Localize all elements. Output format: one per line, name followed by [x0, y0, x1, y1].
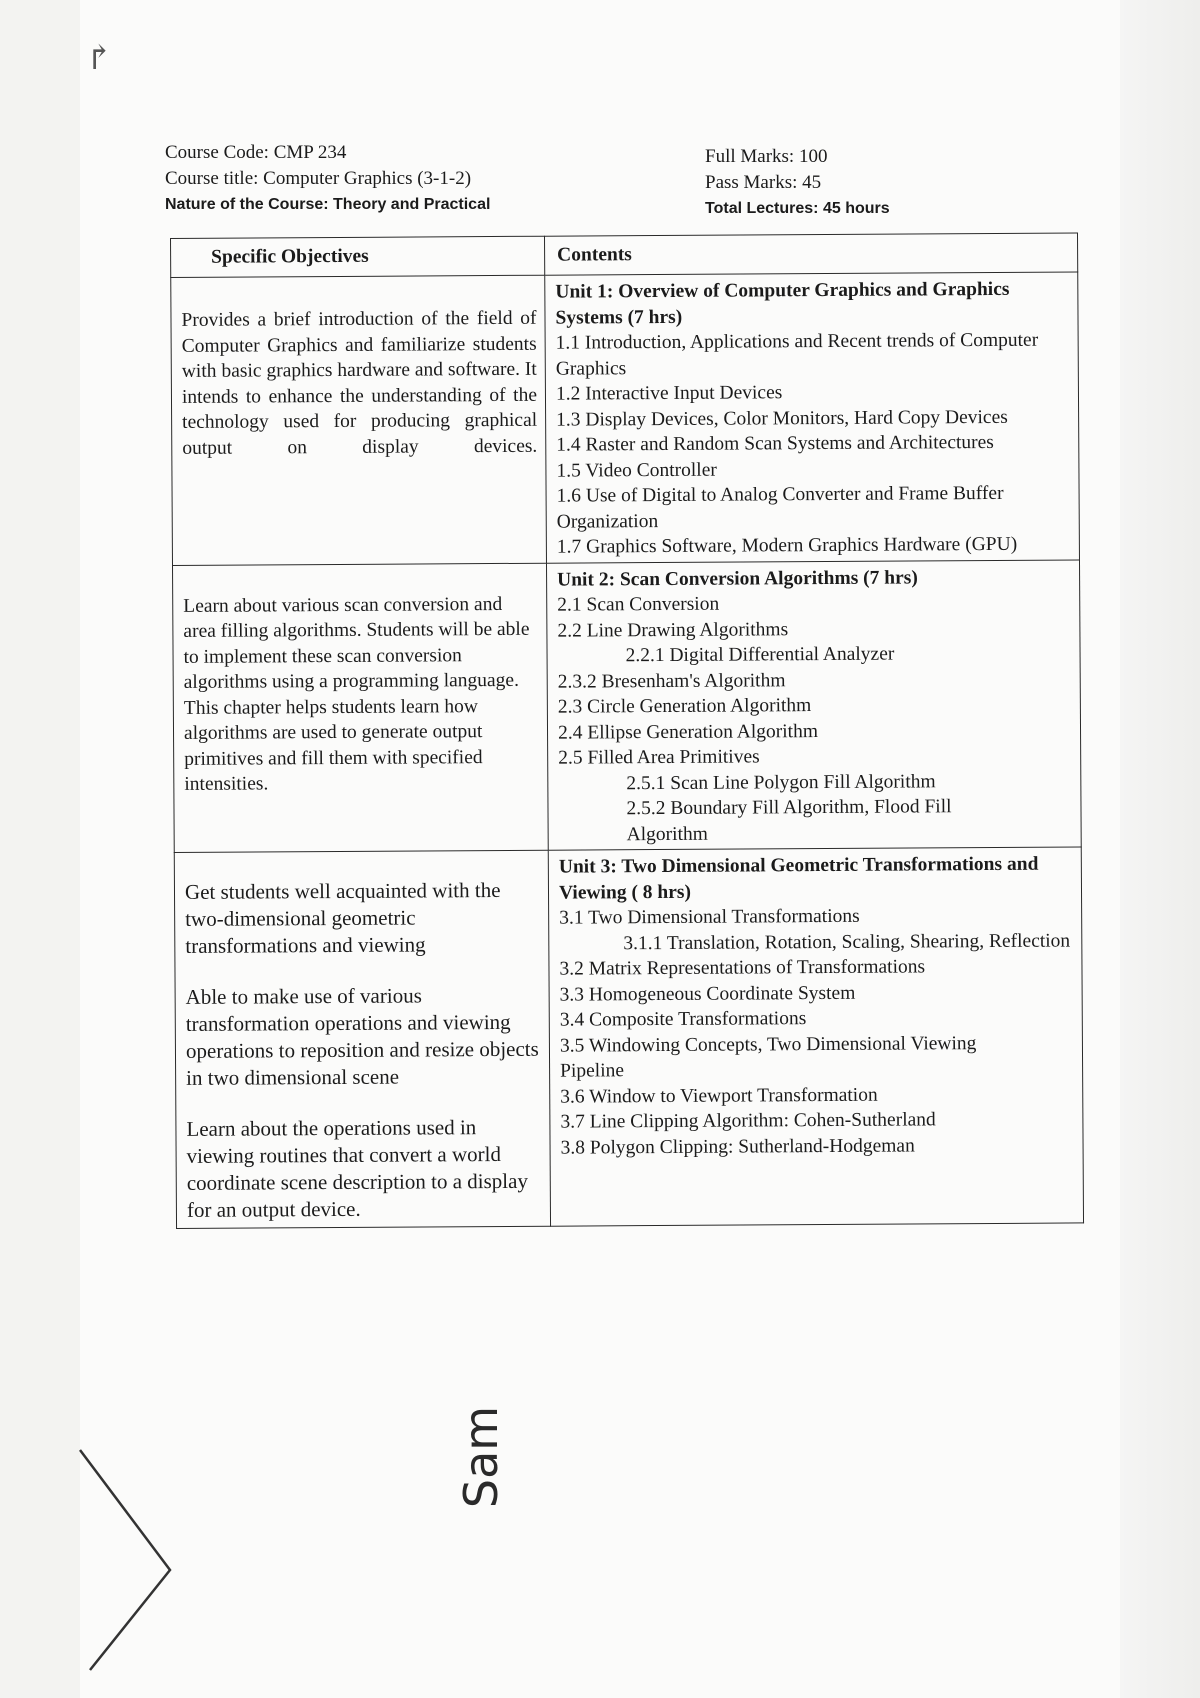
objectives-cell-unit-3 — [174, 850, 550, 1228]
handwritten-signature: Sam — [454, 1405, 509, 1509]
list-item: 3.4 Composite Transformations — [559, 1008, 807, 1031]
objective-text: Provides a brief introduction of the field of Computer Graphics and familiarize students with basic graphics hardware and software. It intends to enhance the understanding of the technology used for producing graphical output on display devices. — [181, 307, 538, 459]
list-item: 1.3 Display Devices, Color Monitors, Hard Copy Devices — [556, 406, 1008, 431]
contents-cell-unit-2 — [546, 559, 1081, 850]
list-item: 2.1 Scan Conversion — [557, 593, 720, 616]
list-item: 2.2 Line Drawing Algorithms — [557, 618, 789, 642]
list-item: 3.3 Homogeneous Coordinate System — [559, 982, 856, 1006]
list-item: 2.3 Circle Generation Algorithm — [557, 695, 812, 718]
list-item: 3.5 Windowing Concepts, Two Dimensional Viewing Pipeline — [559, 1032, 977, 1082]
objectives-cell-unit-1 — [171, 275, 547, 565]
list-item: 2.2.1 Digital Differential Analyzer — [625, 643, 895, 667]
unit-title: Unit 1: Overview of Computer Graphics and Graphics Systems (7 hrs) — [555, 278, 1010, 329]
list-item: 3.6 Window to Viewport Transformation — [560, 1084, 878, 1108]
contents-cell-unit-1 — [545, 272, 1080, 563]
list-item: 3.1 Two Dimensional Transformations — [559, 905, 860, 929]
list-item: 1.5 Video Controller — [556, 459, 717, 482]
objectives-header: Specific Objectives — [171, 236, 545, 277]
objective-text: Able to make use of various transformation operations and viewing operations to reposition and resize objects in two dimensional scene — [185, 983, 539, 1090]
course-title: Course title: Computer Graphics (3-1-2) — [165, 168, 472, 189]
objectives-cell-unit-2 — [172, 563, 548, 853]
objective-text: Get students well acquainted with the two-dimensional geometric transformations and viewing — [184, 877, 501, 958]
course-header — [165, 140, 925, 225]
pass-marks: Pass Marks: 45 — [705, 172, 822, 193]
contents-header: Contents — [544, 233, 1077, 275]
list-item: 2.5.2 Boundary Fill Algorithm, Flood Fill Algorithm — [626, 796, 952, 845]
unit-title: Unit 2: Scan Conversion Algorithms (7 hrs) — [557, 566, 918, 591]
list-item: 2.4 Ellipse Generation Algorithm — [557, 720, 819, 744]
list-item: 1.1 Introduction, Applications and Recent trends of Computer Graphics — [555, 329, 1039, 380]
list-item: 1.7 Graphics Software, Modern Graphics Hardware (GPU) — [556, 533, 1018, 558]
objective-text: Learn about various scan conversion and area filling algorithms. Students will be able to implement these scan conversion algorithms using a programming language. — [183, 593, 530, 693]
full-marks: Full Marks: 100 — [705, 146, 828, 167]
list-item: 3.8 Polygon Clipping: Sutherland-Hodgeman — [560, 1134, 915, 1159]
table-row-unit-3 — [174, 847, 1083, 1229]
table-row-unit-2 — [172, 559, 1081, 852]
list-item: 1.6 Use of Digital to Analog Converter and Frame Buffer Organization — [556, 482, 1004, 533]
contents-cell-unit-3 — [548, 847, 1083, 1226]
header-left — [165, 140, 490, 218]
objective-text: This chapter helps students learn how algorithms are used to generate output primitives and fill them with specified intensities. — [183, 695, 483, 795]
list-item: 2.3.2 Bresenham's Algorithm — [557, 669, 786, 693]
list-item: 3.1.1 Translation, Rotation, Scaling, Shearing, Reflection — [623, 930, 1071, 954]
list-item: 1.4 Raster and Random Scan Systems and Architectures — [556, 431, 994, 456]
table-header-row — [171, 233, 1078, 278]
list-item: 3.7 Line Clipping Algorithm: Cohen-Sutherland — [560, 1109, 936, 1133]
header-right — [705, 144, 890, 222]
list-item: 2.5.1 Scan Line Polygon Fill Algorithm — [626, 770, 936, 794]
page-edge — [1120, 0, 1200, 1698]
objective-text: Learn about the operations used in viewing routines that convert a world coordinate scene description to a display for an output device. — [186, 1115, 528, 1222]
total-lectures: Total Lectures: 45 hours — [705, 200, 890, 217]
pen-mark: ↱ — [85, 40, 114, 77]
bracket-stroke — [80, 1450, 170, 1670]
syllabus-table — [170, 232, 1084, 1229]
list-item: 1.2 Interactive Input Devices — [555, 382, 783, 405]
course-nature: Nature of the Course: Theory and Practical — [165, 196, 491, 213]
handwritten-bracket — [70, 1440, 190, 1690]
list-item: 2.5 Filled Area Primitives — [558, 746, 760, 769]
unit-title: Unit 3: Two Dimensional Geometric Transformations and Viewing ( 8 hrs) — [558, 853, 1039, 904]
course-code: Course Code: CMP 234 — [165, 142, 347, 163]
list-item: 3.2 Matrix Representations of Transformations — [559, 956, 926, 980]
table-row-unit-1 — [171, 272, 1080, 565]
